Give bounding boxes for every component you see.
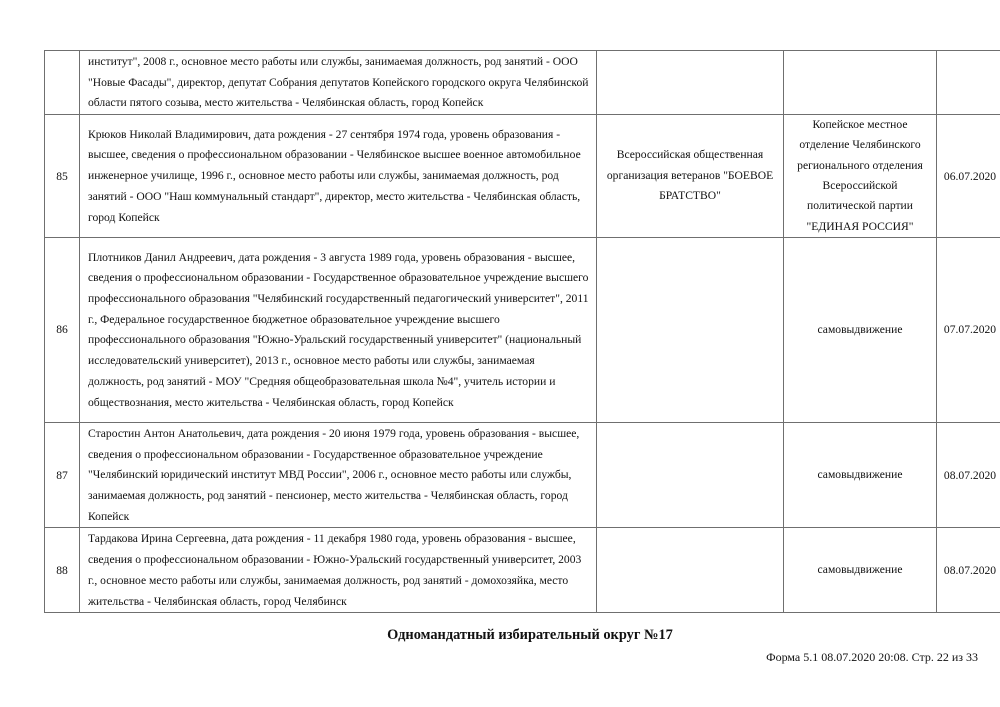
candidate-info-cell bbox=[80, 115, 597, 238]
district-title: Одномандатный избирательный округ №17 bbox=[387, 627, 673, 643]
row-number: 88 bbox=[45, 528, 80, 613]
table-row bbox=[45, 51, 1000, 115]
candidate-info-cell bbox=[80, 237, 597, 422]
nominated-by: самовыдвижение bbox=[817, 563, 903, 577]
row-number: 85 bbox=[45, 115, 80, 238]
candidates-table bbox=[44, 50, 1000, 613]
date-cell: 08.07.2020 bbox=[937, 528, 1000, 613]
nominated-by: самовыдвижение bbox=[817, 322, 903, 336]
nominated-by: Копейское местное отделение Челябинского регионального отделения Всероссийской политической партии "ЕДИНАЯ РОССИЯ" bbox=[797, 118, 923, 233]
organization-cell bbox=[597, 51, 784, 115]
date-cell: 06.07.2020 bbox=[937, 115, 1000, 238]
candidate-info-cell bbox=[80, 51, 597, 115]
date-cell bbox=[937, 51, 1000, 115]
table-row bbox=[45, 528, 1000, 613]
date-cell: 08.07.2020 bbox=[937, 422, 1000, 528]
candidate-info-cell bbox=[80, 422, 597, 528]
organization-cell bbox=[597, 528, 784, 613]
page-footer: Форма 5.1 08.07.2020 20:08. Стр. 22 из 33 bbox=[766, 650, 978, 664]
candidate-info-cell bbox=[80, 528, 597, 613]
candidate-info: Плотников Данил Андреевич, дата рождения - 3 августа 1989 года, уровень образования - высшее, сведения о профессиональном образовании - Государственное образовательное учреждение высшего профессионального образования "Челябинский государственный педагогический университет", 2011 г., Федеральное государственное бюджетное образовательное учреждение высшего профессионального образования "Южно-Уральский государственный университет" (национальный исследовательский университет), 2013 г., основное место работы или службы, занимаемая должность, род занятий - МОУ "Средняя общеобразовательная школа №4", учитель истории и обществознания, место жительства - Челябинская область, город Копейск bbox=[88, 250, 589, 409]
date-cell: 07.07.2020 bbox=[937, 237, 1000, 422]
candidate-info: Тардакова Ирина Сергеевна, дата рождения - 11 декабря 1980 года, уровень образования - высшее, сведения о профессиональном образовании - Южно-Уральский государственный университет, 2003 г., основное место работы или службы, занимаемая должность, род занятий - домохозяйка, место жительства - Челябинская область, город Челябинск bbox=[88, 532, 582, 608]
table-row bbox=[45, 115, 1000, 238]
nominated-by-cell bbox=[784, 422, 937, 528]
table-row bbox=[45, 422, 1000, 528]
candidate-info: институт", 2008 г., основное место работы или службы, занимаемая должность, род занятий - ООО "Новые Фасады", директор, депутат Собрания депутатов Копейского городского округа Челябинской области пятого созыва, место жительства - Челябинская область, город Копейск bbox=[88, 55, 589, 110]
row-number: 87 bbox=[45, 422, 80, 528]
row-number bbox=[45, 51, 80, 115]
organization-cell bbox=[597, 237, 784, 422]
row-number: 86 bbox=[45, 237, 80, 422]
organization: Всероссийская общественная организация ветеранов "БОЕВОЕ БРАТСТВО" bbox=[606, 148, 774, 203]
candidate-info: Крюков Николай Владимирович, дата рождения - 27 сентября 1974 года, уровень образования - высшее, сведения о профессиональном образовании - Челябинское высшее военное автомобильное инженерное училище, 1996 г., основное место работы или службы, занимаемая должность, род занятий - ООО "Наш коммунальный стандарт", директор, место жительства - Челябинская область, город Копейск bbox=[88, 127, 581, 224]
nominated-by-cell bbox=[784, 237, 937, 422]
nominated-by-cell bbox=[784, 528, 937, 613]
nominated-by-cell bbox=[784, 115, 937, 238]
organization-cell bbox=[597, 115, 784, 238]
organization-cell bbox=[597, 422, 784, 528]
nominated-by: самовыдвижение bbox=[817, 468, 903, 481]
candidate-info: Старостин Антон Анатольевич, дата рождения - 20 июня 1979 года, уровень образования - высшее, сведения о профессиональном образовании - Государственное образовательное учреждение "Челябинский юридический институт МВД России", 2006 г., основное место работы или службы, занимаемая должность, род занятий - пенсионер, место жительства - Челябинская область, город Копейск bbox=[88, 426, 580, 523]
nominated-by-cell bbox=[784, 51, 937, 115]
table-row bbox=[45, 237, 1000, 422]
